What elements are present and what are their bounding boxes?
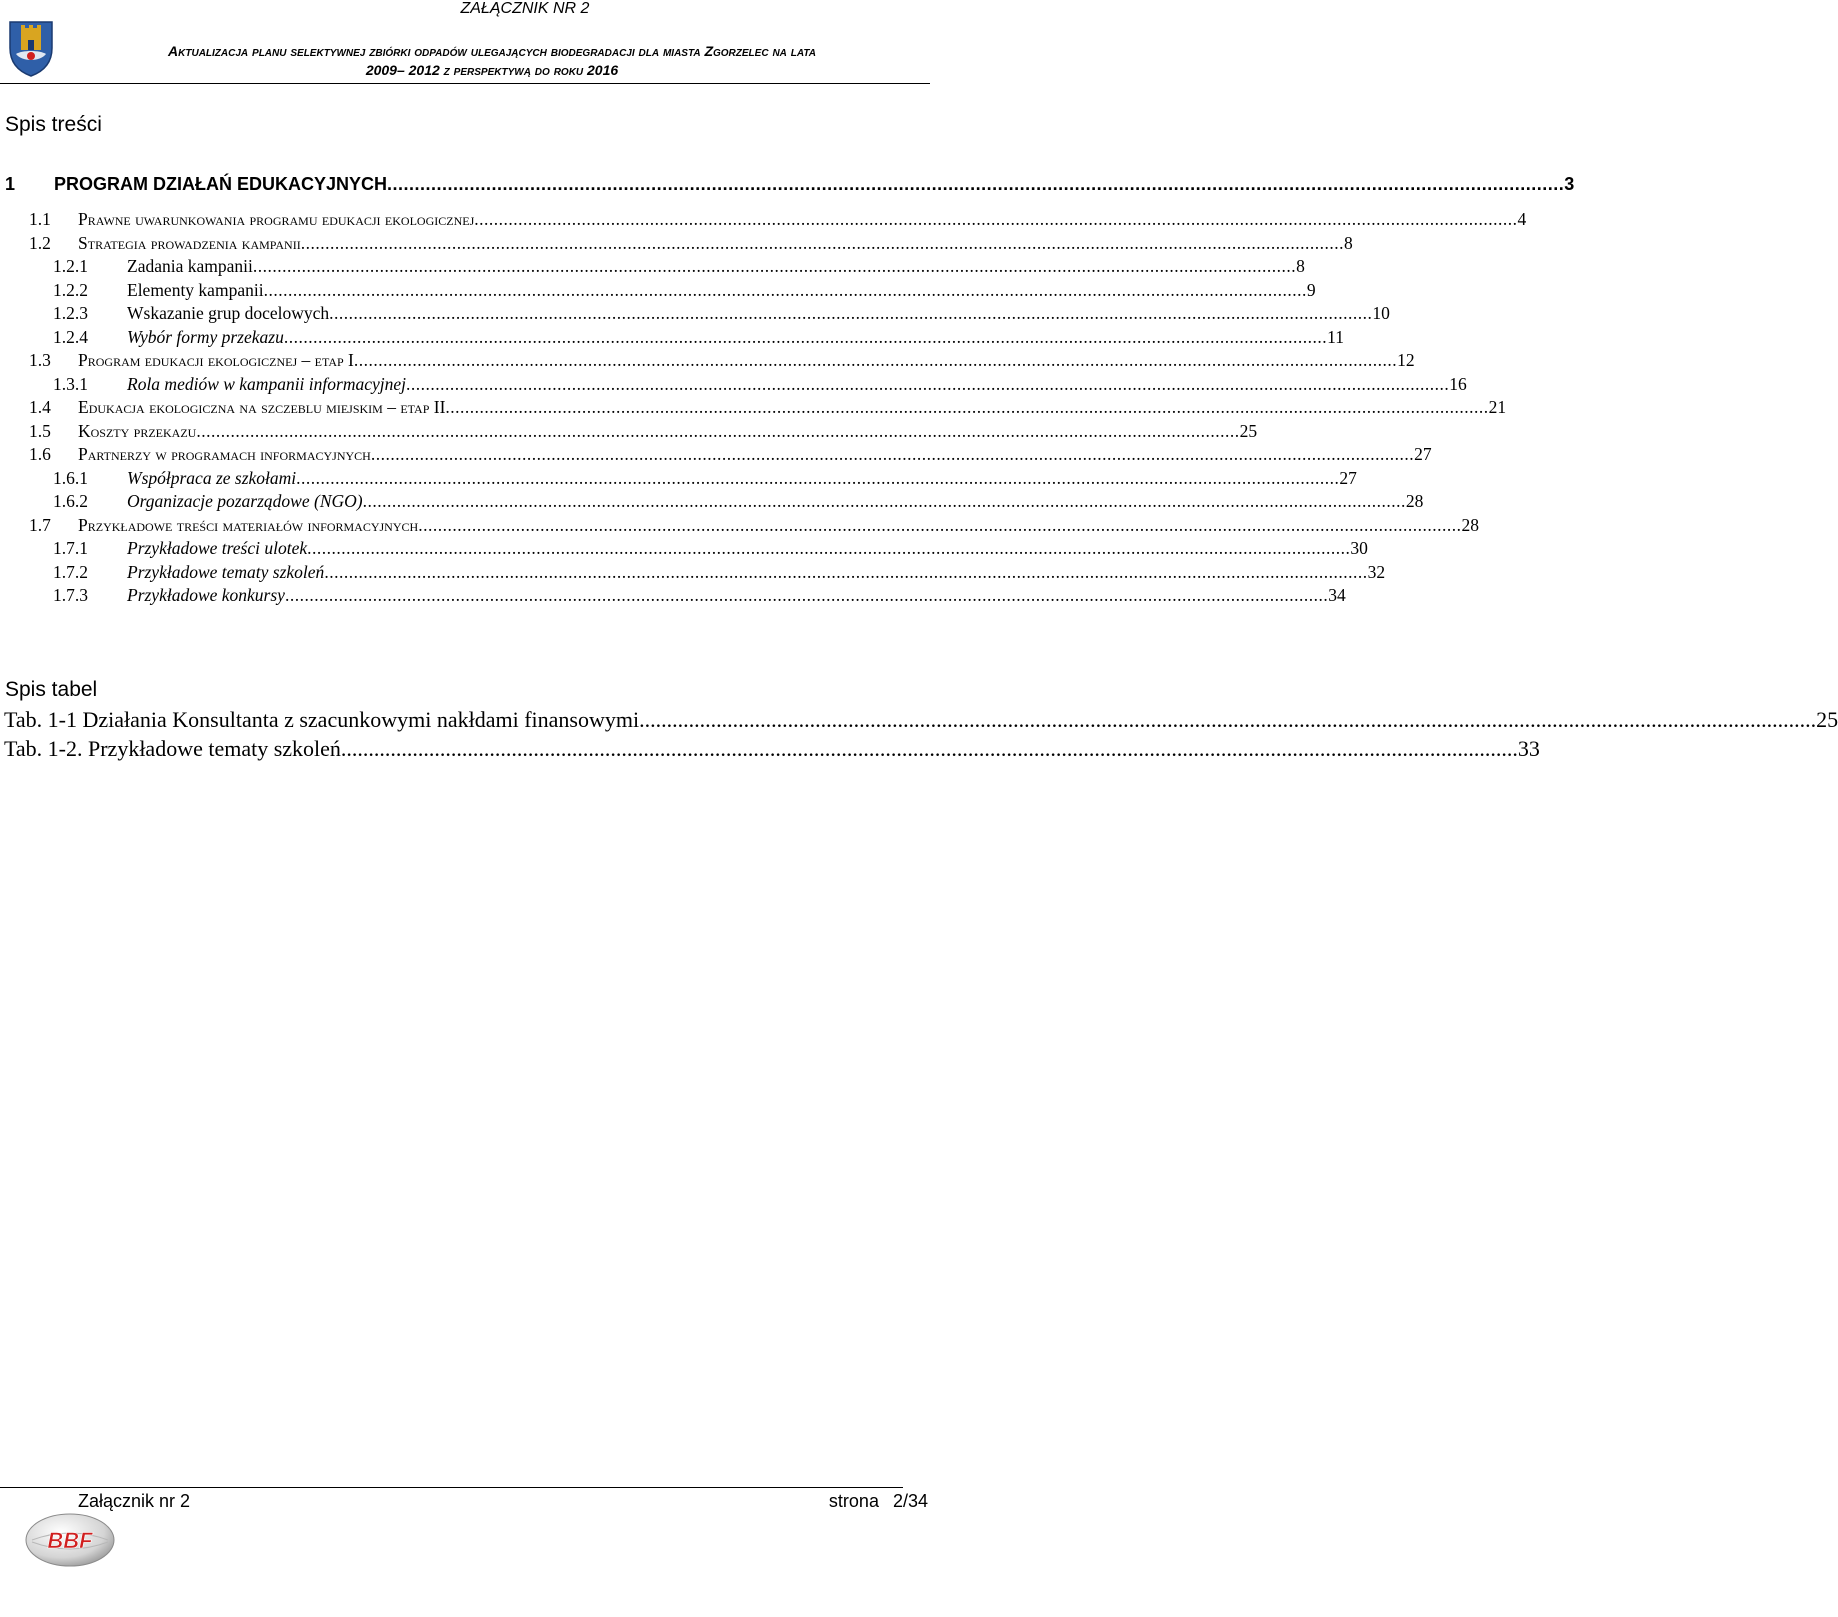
table-entry-page: 25 [1816, 707, 1838, 732]
toc-entry-title: Rola mediów w kampanii informacyjnej [127, 374, 406, 394]
footer-page-label: strona [828, 1491, 879, 1511]
footer-divider [0, 1487, 903, 1488]
toc-entry[interactable] [0, 256, 1305, 280]
toc-entry[interactable] [0, 174, 1575, 198]
toc-entry-title: Współpraca ze szkołami [127, 468, 297, 488]
bbf-logo-icon [24, 1512, 116, 1568]
toc-entry-title: Program edukacji ekologicznej – etap I [78, 350, 354, 370]
toc-entry-title: Przykładowe konkursy [127, 585, 285, 605]
toc-leader: ...................................................................................................................................................................................................................... [362, 491, 1406, 511]
table-entry-title: Tab. 1-2. Przykładowe tematy szkoleń [4, 736, 341, 761]
toc-entry-number: 1 [5, 174, 16, 194]
toc-leader: ...................................................................................................................................................................................................................... [353, 350, 1398, 370]
toc-entry-title: Przykładowe treści ulotek [127, 538, 308, 558]
toc-leader: ...................................................................................................................................................................................................................... [445, 397, 1489, 417]
document-title-line-1: Aktualizacja planu selektywnej zbiórki odpadów ulegających biodegradacji dla miasta Zgorzelec na lata [168, 43, 816, 59]
toc-leader: ...................................................................................................................................................................................................................... [284, 585, 1329, 605]
tables-heading: Spis tabel [5, 678, 98, 701]
document-title-line-2: 2009– 2012 z perspektywą do roku 2016 [365, 62, 619, 78]
toc-entry-title: Strategia prowadzenia kampanii [78, 233, 301, 253]
toc-entry-title: Prawne uwarunkowania programu edukacji ekologicznej [78, 209, 475, 229]
toc-entry-page: 34 [1328, 585, 1346, 605]
logo-text: BBF [47, 1528, 93, 1553]
toc-entry-number: 1.2.1 [53, 256, 88, 276]
toc-entry-page: 27 [1339, 468, 1357, 488]
toc-entry-title: Elementy kampanii [127, 280, 264, 300]
table-entry-page: 33 [1517, 736, 1540, 761]
table-list-entry[interactable] [4, 707, 1838, 737]
toc-leader: ...................................................................................................................................................................................................................... [324, 562, 1368, 582]
toc-leader: ...................................................................................................................................................................................................................... [263, 280, 1307, 300]
toc-entry[interactable] [0, 233, 1353, 257]
toc-leader: ...................................................................................................................................................................................................................... [329, 303, 1373, 323]
toc-entry-page: 12 [1397, 350, 1415, 370]
toc-entry[interactable] [0, 327, 1344, 351]
toc-leader: ...................................................................................................................................................................................................................... [418, 515, 1462, 535]
toc-entry[interactable] [0, 397, 1507, 421]
toc-entry[interactable] [0, 538, 1368, 562]
annex-title: ZAŁĄCZNIK NR 2 [460, 0, 590, 17]
toc-entry-page: 3 [1564, 174, 1575, 194]
toc-entry-title: Przykładowe treści materiałów informacyjnych [78, 515, 419, 535]
toc-entry-number: 1.6.2 [53, 491, 88, 511]
toc-entry-number: 1.2.4 [53, 327, 88, 347]
toc-entry-page: 27 [1414, 444, 1432, 464]
toc-entry-title: Edukacja ekologiczna na szczeblu miejskim – etap II [78, 397, 446, 417]
toc-entry[interactable] [0, 468, 1357, 492]
toc-entry-number: 1.2.2 [53, 280, 88, 300]
toc-entry-page: 25 [1239, 421, 1258, 441]
toc-entry-number: 1.6.1 [53, 468, 88, 488]
footer-page-number: 2/34 [892, 1491, 928, 1511]
toc-entry[interactable] [0, 374, 1467, 398]
toc-leader: ...................................................................................................................................................................................................................... [300, 233, 1344, 253]
footer-page-info [829, 1491, 928, 1512]
toc-entry-page: 21 [1488, 397, 1507, 417]
toc-entry-number: 1.4 [29, 397, 51, 417]
table-leader: ...................................................................................................................................................................................................................... [639, 707, 1817, 732]
toc-entry-title: PROGRAM DZIAŁAŃ EDUKACYJNYCH [54, 174, 388, 194]
toc-entry-title: Partnerzy w programach informacyjnych [78, 444, 371, 464]
toc-entry[interactable] [0, 444, 1432, 468]
toc-entry-page: 8 [1343, 233, 1353, 253]
toc-entry-title: Wskazanie grup docelowych [127, 303, 330, 323]
toc-entry-page: 10 [1372, 303, 1390, 323]
toc-entry-page: 8 [1296, 256, 1305, 276]
toc-entry-page: 16 [1449, 374, 1467, 394]
footer-annex-label: Załącznik nr 2 [78, 1491, 191, 1511]
toc-entry-number: 1.6 [29, 444, 51, 464]
toc-entry[interactable] [0, 280, 1316, 304]
toc-entry[interactable] [0, 562, 1386, 586]
toc-leader: ...................................................................................................................................................................................................................... [307, 538, 1351, 558]
toc-entry-page: 28 [1461, 515, 1479, 535]
toc-entry-number: 1.3 [29, 350, 51, 370]
toc-entry-number: 1.7.3 [53, 585, 88, 605]
toc-entry[interactable] [0, 585, 1346, 609]
toc-entry[interactable] [0, 421, 1258, 445]
toc-entry-title: Przykładowe tematy szkoleń [127, 562, 325, 582]
toc-entry-number: 1.2.3 [53, 303, 88, 323]
toc-entry-number: 1.1 [29, 209, 51, 229]
toc-entry-page: 30 [1350, 538, 1368, 558]
toc-entry-page: 28 [1405, 491, 1424, 511]
toc-leader: ...................................................................................................................................................................................................................... [296, 468, 1340, 488]
toc-leader: ...................................................................................................................................................................................................................... [370, 444, 1415, 464]
city-crest-icon [6, 18, 56, 78]
toc-entry[interactable] [0, 209, 1527, 233]
header-divider [0, 83, 930, 84]
toc-leader: ...................................................................................................................................................................................................................... [196, 421, 1240, 441]
toc-entry-page: 32 [1367, 562, 1386, 582]
toc-entry-number: 1.2 [29, 233, 51, 253]
toc-heading: Spis treści [5, 113, 102, 136]
toc-entry[interactable] [0, 491, 1424, 515]
toc-entry-number: 1.5 [29, 421, 51, 441]
toc-leader: ...................................................................................................................................................................................................................... [283, 327, 1328, 347]
toc-leader: ...................................................................................................................................................................................................................... [406, 374, 1450, 394]
table-list-entry[interactable] [4, 736, 1540, 766]
toc-leader: ...................................................................................................................................................................................................................... [387, 174, 1565, 194]
toc-leader: ...................................................................................................................................................................................................................... [474, 209, 1518, 229]
toc-entry-number: 1.3.1 [53, 374, 88, 394]
toc-entry[interactable] [0, 303, 1390, 327]
toc-entry-title: Koszty przekazu [78, 421, 197, 441]
toc-entry-title: Wybór formy przekazu [127, 327, 284, 347]
toc-entry-number: 1.7.2 [53, 562, 88, 582]
toc-entry-page: 9 [1306, 280, 1316, 300]
toc-entry-title: Organizacje pozarządowe (NGO) [127, 491, 363, 511]
table-entry-title: Tab. 1-1 Działania Konsultanta z szacunkowymi nakłdami finansowymi [4, 707, 640, 732]
toc-entry-number: 1.7 [29, 515, 51, 535]
toc-entry-title: Zadania kampanii [127, 256, 253, 276]
toc-entry-number: 1.7.1 [53, 538, 88, 558]
toc-leader: ...................................................................................................................................................................................................................... [252, 256, 1297, 276]
toc-entry[interactable] [0, 515, 1479, 539]
table-leader: ...................................................................................................................................................................................................................... [340, 736, 1518, 761]
toc-entry[interactable] [0, 350, 1415, 374]
toc-entry-page: 4 [1517, 209, 1527, 229]
toc-entry-page: 11 [1327, 327, 1344, 347]
